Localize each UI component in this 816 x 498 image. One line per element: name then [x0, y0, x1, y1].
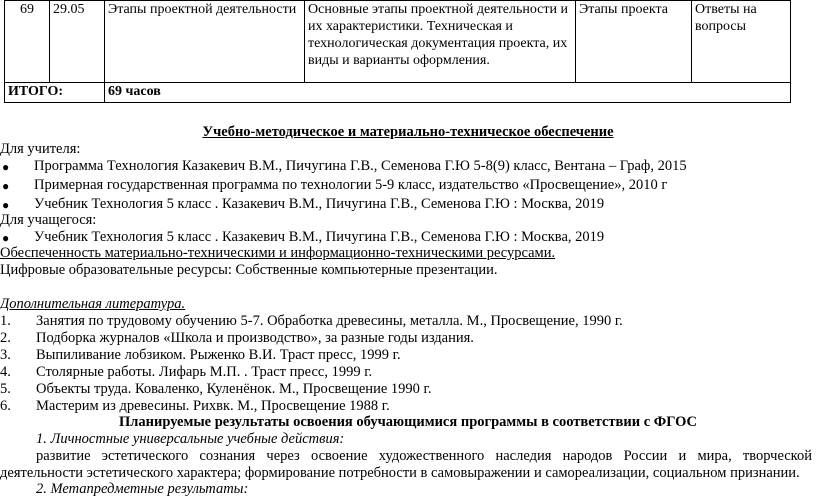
total-value: 69 часов	[105, 83, 791, 103]
support-heading: Учебно-методическое и материально-техническое обеспечение	[202, 124, 614, 140]
meta-results-label: 2. Метапредметные результаты:	[36, 481, 249, 497]
teacher-label: Для учителя:	[0, 141, 81, 157]
literature-item: Подборка журналов «Школа и производство», за разные годы издания.	[36, 330, 474, 346]
literature-number: 2.	[0, 330, 11, 346]
bullet-icon: ●	[2, 231, 10, 245]
table-row	[5, 1, 791, 83]
results-heading: Планируемые результаты освоения обучающимися программы в соответствии с ФГОС	[118, 414, 698, 430]
lesson-element: Этапы проекта	[576, 1, 692, 83]
literature-item: Объекты труда. Коваленко, Куленёнок. М., Просвещение 1990 г.	[36, 381, 432, 397]
personal-results-line: развитие эстетического сознания через освоение художественного наследия народов России и мира, творческой	[36, 448, 812, 464]
digital-resources-line: Цифровые образовательные ресурсы: Собственные компьютерные презентации.	[0, 262, 498, 278]
personal-results-line: деятельности эстетического характера; формирование потребности в самовыражении и самореализации, социальном признании.	[0, 465, 800, 481]
personal-results-label: 1. Личностные универсальные учебные действия:	[36, 431, 345, 447]
literature-number: 1.	[0, 313, 11, 329]
total-row	[5, 83, 791, 103]
student-item: Учебник Технология 5 класс . Казакевич В.М., Пичугина Г.В., Семенова Г.Ю : Москва, 2019	[34, 229, 605, 245]
total-label: ИТОГО:	[5, 83, 105, 103]
lesson-control: Ответы на вопросы	[692, 1, 791, 83]
bullet-icon: ●	[2, 160, 10, 174]
literature-number: 5.	[0, 381, 11, 397]
lesson-topic: Этапы проектной деятельности	[105, 1, 305, 83]
literature-number: 4.	[0, 364, 11, 380]
teacher-item: Учебник Технология 5 класс . Казакевич В.М., Пичугина Г.В., Семенова Г.Ю : Москва, 2019	[34, 196, 605, 212]
teacher-item: Примерная государственная программа по технологии 5-9 класс, издательство «Просвещение», 2010 г	[34, 177, 668, 193]
lesson-table	[4, 0, 791, 103]
lesson-number: 69	[5, 1, 50, 83]
lesson-content: Основные этапы проектной деятельности и их характеристики. Техническая и технологическая документация проекта, их виды и варианты оформления.	[305, 1, 576, 83]
literature-item: Выпиливание лобзиком. Рыженко В.И. Траст пресс, 1999 г.	[36, 347, 401, 363]
literature-item: Столярные работы. Лифарь М.П. . Траст пресс, 1999 г.	[36, 364, 373, 380]
bullet-icon: ●	[2, 179, 10, 193]
lesson-date: 29.05	[50, 1, 105, 83]
teacher-item: Программа Технология Казакевич В.М., Пичугина Г.В., Семенова Г.Ю 5-8(9) класс, Вентана – Граф, 2015	[34, 158, 687, 174]
literature-item: Занятия по трудовому обучению 5-7. Обработка древесины, металла. М., Просвещение, 1990 г.	[36, 313, 623, 329]
literature-label: Дополнительная литература.	[0, 296, 186, 312]
resources-line: Обеспеченность материально-техническими и информационно-техническими ресурсами.	[0, 245, 556, 261]
bullet-icon: ●	[2, 198, 10, 212]
literature-item: Мастерим из древесины. Рихвк. М., Просвещение 1988 г.	[36, 398, 390, 414]
literature-number: 3.	[0, 347, 11, 363]
student-label: Для учащегося:	[0, 212, 97, 228]
literature-number: 6.	[0, 398, 11, 414]
